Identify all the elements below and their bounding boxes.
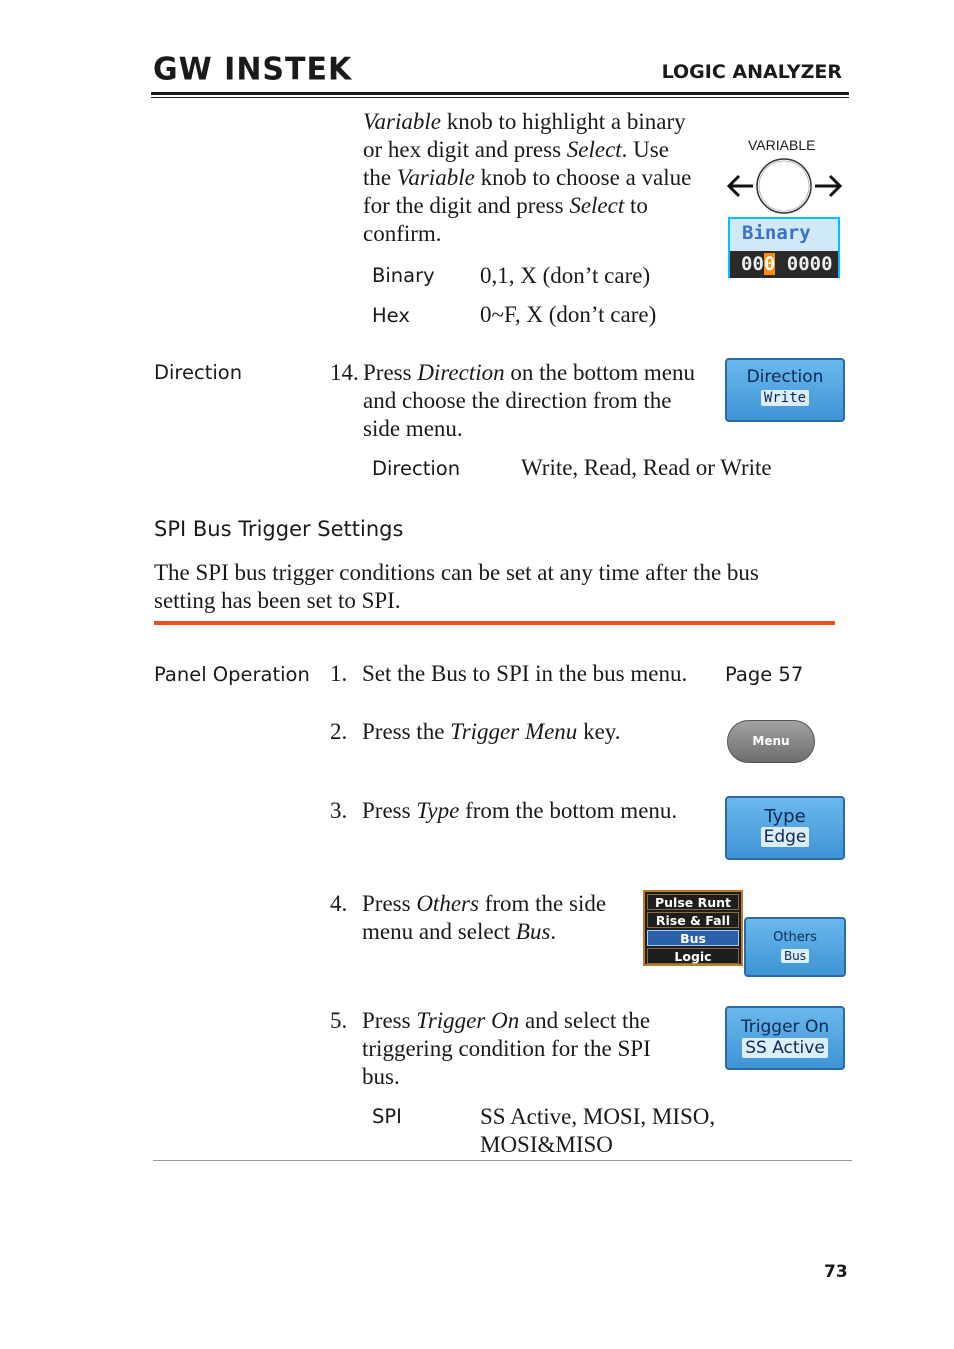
step-text	[362, 797, 677, 825]
direction-softkey[interactable]	[725, 358, 845, 422]
step-number: 2.	[330, 719, 348, 744]
softkey-value: Bus	[781, 949, 809, 963]
binary-display	[728, 217, 840, 278]
text-line	[363, 192, 723, 220]
header-rule-thin	[151, 97, 849, 98]
text-line: bus.	[362, 1064, 400, 1089]
side-menu-item-pulse-runt[interactable]: Pulse Runt	[647, 894, 739, 910]
emphasis: Variable	[396, 165, 475, 190]
text: or hex digit and press	[363, 137, 567, 162]
softkey-label: Type	[764, 806, 806, 827]
text-line: triggering condition for the SPI	[362, 1036, 651, 1061]
highlighted-digit: 0	[763, 253, 776, 275]
page-number: 73	[824, 1262, 848, 1282]
step-text: Set the Bus to SPI in the bus menu.	[362, 661, 688, 686]
step-text	[362, 1007, 702, 1091]
text-line: and choose the direction from the	[363, 388, 672, 413]
text-line: setting has been set to SPI.	[154, 588, 401, 613]
text: Press	[362, 798, 417, 823]
section-title: LOGIC ANALYZER	[661, 61, 842, 83]
text: .	[550, 919, 557, 944]
text-line: SS Active, MOSI, MISO,	[480, 1104, 716, 1129]
others-softkey[interactable]	[744, 917, 846, 977]
trigger-on-softkey[interactable]	[725, 1006, 845, 1070]
text: knob to highlight a binary	[440, 109, 686, 134]
text-line: The SPI bus trigger conditions can be set at any time after the bus	[154, 560, 759, 585]
softkey-label: Trigger On	[740, 1017, 830, 1037]
param-label-spi: SPI	[372, 1105, 402, 1128]
emphasis: Select	[569, 193, 625, 218]
softkey-label: Direction	[746, 367, 824, 387]
param-label-direction: Direction	[372, 457, 461, 480]
step-number: 1.	[330, 661, 348, 686]
emphasis: Select	[566, 137, 622, 162]
section-rule	[154, 621, 835, 625]
step-number: 5.	[330, 1008, 348, 1033]
knob-label: VARIABLE	[748, 137, 816, 153]
emphasis: Direction	[417, 360, 505, 385]
text-line	[362, 1007, 702, 1035]
section-heading: SPI Bus Trigger Settings	[154, 517, 404, 541]
param-value-direction: Write, Read, Read or Write	[521, 455, 772, 480]
text: Press the	[362, 719, 451, 744]
section-intro	[154, 559, 844, 615]
softkey-value: SS Active	[742, 1038, 828, 1058]
text-line	[363, 359, 723, 387]
text: Press	[363, 360, 418, 385]
text: the	[363, 165, 397, 190]
step-number: 4.	[330, 891, 348, 916]
step-text	[362, 890, 632, 946]
header-rule	[151, 92, 849, 95]
side-label-direction: Direction	[154, 361, 243, 384]
binary-display-value	[730, 251, 838, 278]
direction-step-text	[363, 359, 723, 443]
digits: 00	[741, 253, 764, 275]
param-value-spi	[480, 1103, 715, 1159]
trigger-side-menu	[643, 890, 743, 966]
side-menu-item-bus[interactable]: Bus	[647, 930, 739, 946]
text: and select the	[519, 1008, 651, 1033]
variable-knob-icon[interactable]	[727, 156, 843, 216]
text: on the bottom menu	[504, 360, 695, 385]
text: key.	[577, 719, 621, 744]
softkey-value: Edge	[761, 827, 810, 847]
emphasis: Variable	[363, 109, 441, 134]
step-number: 14.	[330, 360, 359, 385]
text: to	[624, 193, 648, 218]
digits: 0000	[775, 253, 833, 275]
trigger-menu-key[interactable]: Menu	[727, 720, 815, 763]
param-value-hex: 0~F, X (don’t care)	[480, 302, 657, 327]
text-line	[363, 108, 723, 136]
page-reference[interactable]: Page 57	[725, 663, 804, 686]
text: menu and select	[362, 919, 516, 944]
side-label-panel-operation: Panel Operation	[154, 663, 310, 686]
text-line: confirm.	[363, 221, 442, 246]
emphasis: Bus	[515, 919, 551, 944]
side-menu-item-logic[interactable]: Logic	[647, 948, 739, 964]
text-line	[363, 164, 723, 192]
softkey-value: Write	[761, 390, 809, 406]
text-line: MOSI&MISO	[480, 1132, 613, 1157]
param-value-binary: 0,1, X (don’t care)	[480, 263, 651, 288]
param-label-hex: Hex	[372, 304, 410, 327]
text: from the bottom menu.	[459, 798, 678, 823]
text: Press	[362, 891, 417, 916]
text: for the digit and press	[363, 193, 570, 218]
variable-step-text	[363, 108, 723, 248]
softkey-label: Others	[773, 930, 817, 945]
text: knob to choose a value	[474, 165, 692, 190]
emphasis: Trigger Menu	[450, 719, 578, 744]
type-softkey[interactable]	[725, 796, 845, 860]
emphasis: Trigger On	[416, 1008, 520, 1033]
brand-logo: GW INSTEK	[153, 51, 353, 88]
binary-display-title: Binary	[742, 222, 811, 244]
emphasis: Others	[416, 891, 479, 916]
text: . Use	[621, 137, 669, 162]
emphasis: Type	[416, 798, 460, 823]
side-menu-item-rise-fall[interactable]: Rise & Fall	[647, 912, 739, 928]
text: Press	[362, 1008, 417, 1033]
footer-rule	[153, 1160, 852, 1161]
text-line: side menu.	[363, 416, 463, 441]
text-line	[363, 136, 723, 164]
text-line	[362, 918, 632, 946]
param-label-binary: Binary	[372, 264, 435, 287]
text: from the side	[478, 891, 607, 916]
step-text	[362, 718, 621, 746]
text-line	[362, 890, 632, 918]
step-number: 3.	[330, 798, 348, 823]
